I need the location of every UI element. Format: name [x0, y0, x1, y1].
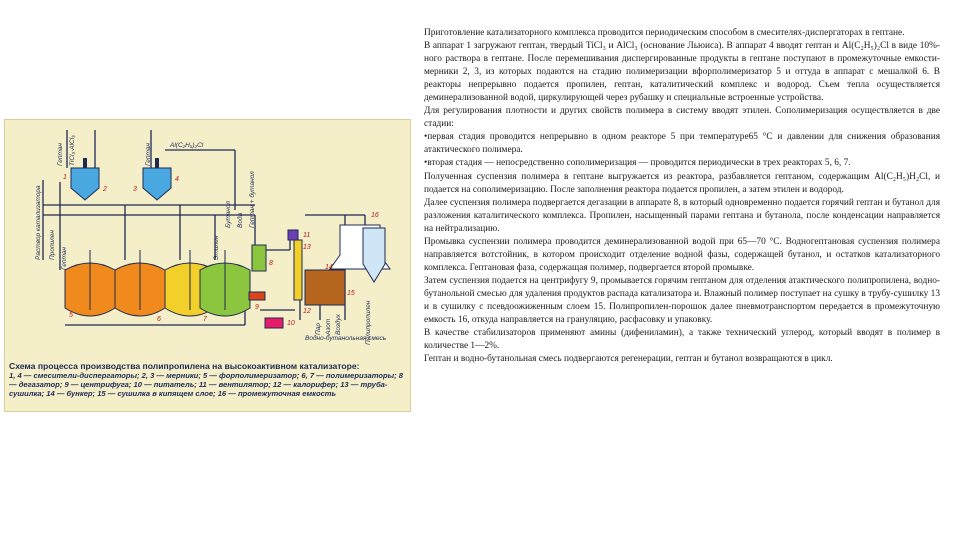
equipment-number-5: 5	[69, 312, 73, 319]
equipment-number-3: 3	[133, 186, 137, 193]
paragraph-10: В качестве стабилизаторов применяют амины (дифениламин), а также технический углерод, который вводят в полимер в количестве 1—2%.	[424, 328, 940, 352]
label-al-formula: Al(C₂H₅)₂Cl	[170, 142, 204, 149]
equipment-number-8: 8	[269, 260, 273, 267]
label-azot: Азот	[325, 318, 332, 335]
equipment-number-4: 4	[175, 176, 179, 183]
process-diagram	[4, 119, 411, 412]
label-geptan-butanol: Гептан + бутанол	[249, 171, 256, 228]
equipment-number-14: 14	[325, 264, 333, 271]
label-geptan-3: Гептан	[61, 247, 68, 270]
label-vozdukh: Воздух	[335, 314, 342, 335]
label-geptan-1: Гептан	[57, 143, 64, 166]
equipment-number-10: 10	[287, 320, 295, 327]
label-propilen: Пропилен	[49, 230, 56, 260]
equipment-number-9: 9	[255, 304, 259, 311]
caption-legend: 1, 4 — смесители-диспергаторы; 2, 3 — мерники; 5 — форполимеризатор; 6, 7 — полимеризаторы; 8 — дегазатор; 9 — центрифуга; 10 — питатель; 11 — вентилятор; 12 — калорифер; 13 — труба-сушилка; 14 — бункер; 15 — сушилка в кипящем слое; 16 — промежуточная емкость	[9, 371, 404, 399]
equipment-number-12: 12	[303, 308, 311, 315]
paragraph-5: •вторая стадия — непосредственно сополимеризация — проводится периодически в трех реакторах 5, 6, 7.	[424, 158, 851, 169]
equipment-number-2: 2	[103, 186, 107, 193]
paragraph-7: Далее суспензия полимера подвергается дегазации в аппарате 8, в который одновременно подается горячий гептан и бутанол для разложения каталитического комплекса. Пропилен, насыщенный парами гептана и бутанола, после конденсации направляется на нейтрализацию.	[424, 197, 940, 234]
equipment-number-11: 11	[303, 232, 311, 239]
paragraph-9: Затем суспензия подается на центрифугу 9, промывается горячим гептаном для отделения атактического полипропилена, водно-бутанольной смесью для удаления продуктов распада катализатора и. Влажный полимер поступает на сушку в трубу-сушилку 13 и в сушилку с псевдоожиженным слоем 15. Полипропилен-порошок далее пневмотранспортом передается в промежуточную емкость 16, откуда направляется на грануляцию, расфасовку и упаковку.	[424, 275, 940, 326]
paragraph-8: Промывка суспензии полимера проводится деминерализованной водой при 65—70 °С. Водногептановая суспензия полимера направляется вотстойник, в котором происходит отделение водной фазы, содержащей бутанол, и остатков катализаторного комплекса. Гептановая фаза, содержащая полимер, подвергается второй промывке.	[424, 236, 940, 273]
label-vodno-butanol: Водно-бутанольная смесь	[305, 335, 387, 342]
equipment-number-13: 13	[303, 244, 311, 251]
label-butanol: Бутанол	[225, 200, 232, 228]
label-geptan-2: Гептан	[145, 143, 152, 166]
label-etilen: Этилен	[213, 235, 220, 260]
paragraph-11: Гептан и водно-бутанольная смесь подвергаются регенерации, гептан и бутанол возвращаются в цикл.	[424, 354, 833, 365]
paragraph-3: Для регулирования плотности и других свойств полимера в систему вводят этилен. Сополимеризация осуществляется в две стадии:	[424, 106, 940, 130]
body-text	[424, 27, 940, 537]
figure-caption	[9, 361, 407, 399]
paragraph-2: В аппарат 1 загружают гептан, твердый TiCl₃ и AlCl₃ (основание Льюиса). В аппарат 4 вводят гептан и Al(C₂H₅)₂Cl в виде 10%-ного раствора в гептане. После перемешивания диспергированные продукты в гептане поступают в промежуточные емкости-мерники 2, 3, из которых подаются на стадию полимеризации вфорполимеризатор 5 и оттуда в аппарат с мешалкой 6. В реакторы непрерывно подается пропилен, гептан, каталитический комплекс и водород. Съем тепла осуществляется деминерализованной водой, циркулирующей через рубашку и специальные встроенные устройства.	[424, 41, 940, 104]
equipment-number-6: 6	[157, 316, 161, 323]
equipment-number-7: 7	[203, 316, 207, 323]
paragraph-6: Полученная суспензия полимера в гептане выгружается из реактора, разбавляется гептаном, содержащим Al(C₂H₅)H₂Cl, и подается на сополимеризацию. После заполнения реактора подается пропилен, а затем этилен и водород.	[424, 171, 940, 195]
equipment-number-1: 1	[63, 174, 67, 181]
label-ticl3: TiCl₃·AlCl₃	[69, 135, 76, 166]
paragraph-1: Приготовление катализаторного комплекса проводится периодическим способом в смесителях-диспергаторах в гептане.	[424, 28, 905, 38]
label-rastvor: Раствор катализатора	[35, 185, 42, 260]
label-par: Пар	[315, 323, 322, 335]
equipment-number-15: 15	[347, 290, 355, 297]
label-polipropilen: Полипропилен	[365, 300, 372, 345]
equipment-number-16: 16	[371, 212, 379, 219]
label-voda: Вода	[237, 212, 244, 228]
caption-title: Схема процесса производства полипропилена на высокоактивном катализаторе:	[9, 361, 360, 371]
paragraph-4: •первая стадия проводится непрерывно в одном реакторе 5 при температуре65 °С и давлении для снижения образования атактического полимера.	[424, 132, 940, 156]
